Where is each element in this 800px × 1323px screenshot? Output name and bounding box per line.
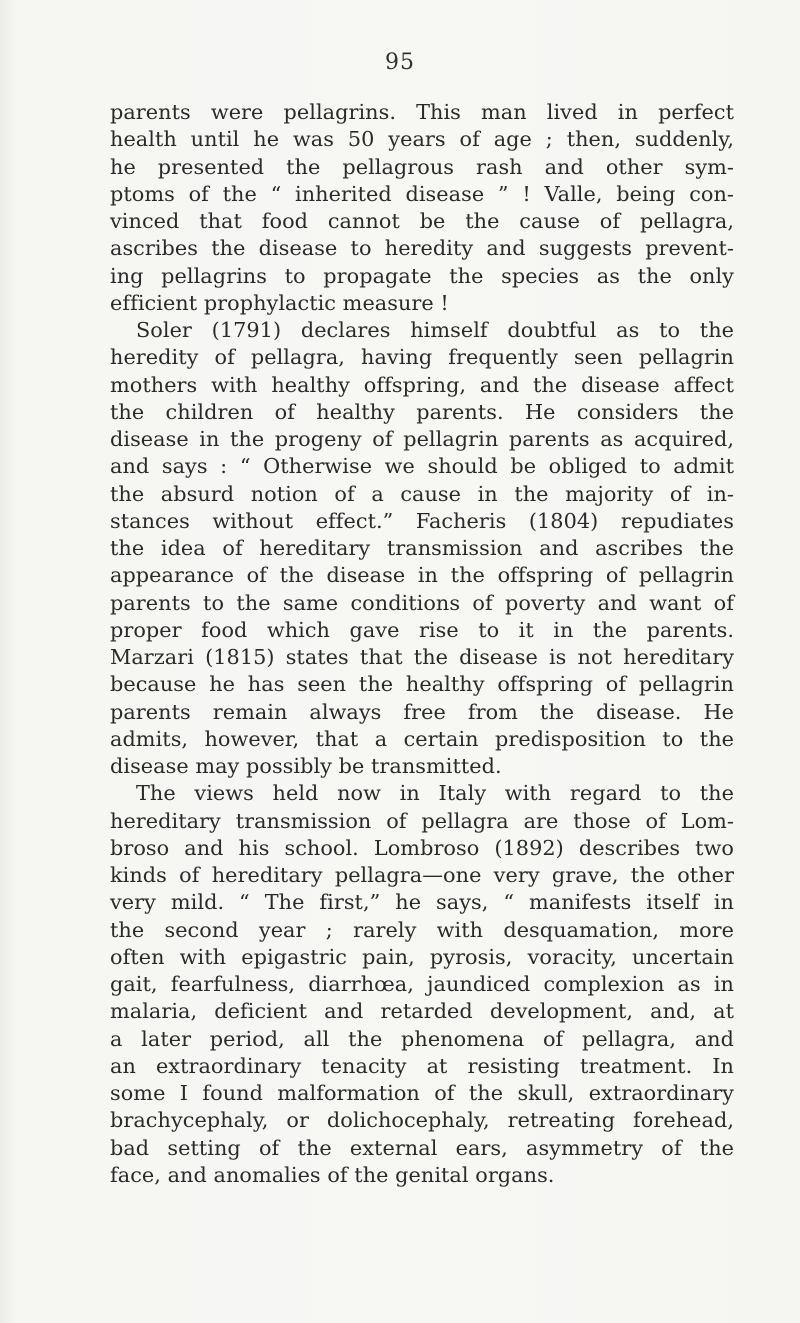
text-line: health until he was 50 years of age ; then, suddenly, [110, 127, 734, 152]
text-line: disease in the progeny of pellagrin parents as acquired, [110, 427, 734, 451]
text-line: ing pellagrins to propagate the species as the only [110, 263, 734, 288]
text-line: ascribes the disease to heredity and suggests prevent- [110, 236, 734, 261]
text-line: Marzari (1815) states that the disease is not hereditary [110, 645, 734, 669]
text-line: hereditary transmission of pellagra are those of Lom- [110, 808, 734, 833]
text-line: proper food which gave rise to it in the parents. [110, 617, 734, 642]
text-line: the idea of hereditary transmission and ascribes the [110, 536, 734, 560]
text-line: kinds of hereditary pellagra—one very grave, the other [110, 863, 734, 887]
text-line: broso and his school. Lombroso (1892) describes two [110, 835, 734, 860]
text-line: the absurd notion of a cause in the majority of in- [110, 481, 734, 506]
text-line: and says : “ Otherwise we should be obliged to admit [110, 454, 734, 479]
text-line: parents were pellagrins. This man lived in perfect [110, 100, 734, 124]
text-line: disease may possibly be transmitted. [110, 754, 502, 778]
text-line: malaria, deficient and retarded development, and, at [110, 999, 734, 1024]
text-line: gait, fearfulness, diarrhœa, jaundiced complexion as in [110, 972, 734, 996]
text-line: very mild. “ The first,” he says, “ manifests itself in [110, 890, 734, 915]
page-number: 95 [385, 50, 415, 75]
paragraph-start: The views held now in Italy with regard to the [136, 781, 734, 806]
text-line: stances without effect.” Facheris (1804) repudiates [110, 508, 734, 533]
text-line: heredity of pellagra, having frequently seen pellagrin [110, 345, 734, 370]
text-line: efficient prophylactic measure ! [110, 290, 449, 315]
text-line: mothers with healthy offspring, and the disease affect [110, 372, 734, 397]
body-text [110, 99, 734, 1189]
text-line: admits, however, that a certain predisposition to the [110, 726, 734, 751]
text-line: ptoms of the “ inherited disease ” ! Valle, being con- [110, 181, 734, 206]
text-line: he presented the pellagrous rash and other sym- [110, 154, 734, 179]
text-line: appearance of the disease in the offspring of pellagrin [110, 563, 734, 588]
text-line: parents remain always free from the disease. He [110, 699, 734, 724]
paragraph-start: Soler (1791) declares himself doubtful as to the [136, 318, 734, 342]
text-line: face, and anomalies of the genital organs. [110, 1162, 555, 1187]
text-line: the second year ; rarely with desquamation, more [110, 917, 734, 942]
text-line: some I found malformation of the skull, extraordinary [110, 1081, 734, 1105]
text-line: vinced that food cannot be the cause of pellagra, [110, 209, 734, 233]
text-line: an extraordinary tenacity at resisting treatment. In [110, 1053, 734, 1078]
text-line: a later period, all the phenomena of pellagra, and [110, 1026, 734, 1051]
text-line: brachycephaly, or dolichocephaly, retreating forehead, [110, 1108, 734, 1133]
text-line: because he has seen the healthy offspring of pellagrin [110, 672, 734, 697]
text-line: the children of healthy parents. He considers the [110, 399, 734, 424]
text-line: parents to the same conditions of poverty and want of [110, 590, 734, 615]
text-line: bad setting of the external ears, asymmetry of the [110, 1135, 734, 1160]
text-line: often with epigastric pain, pyrosis, voracity, uncertain [110, 944, 734, 969]
